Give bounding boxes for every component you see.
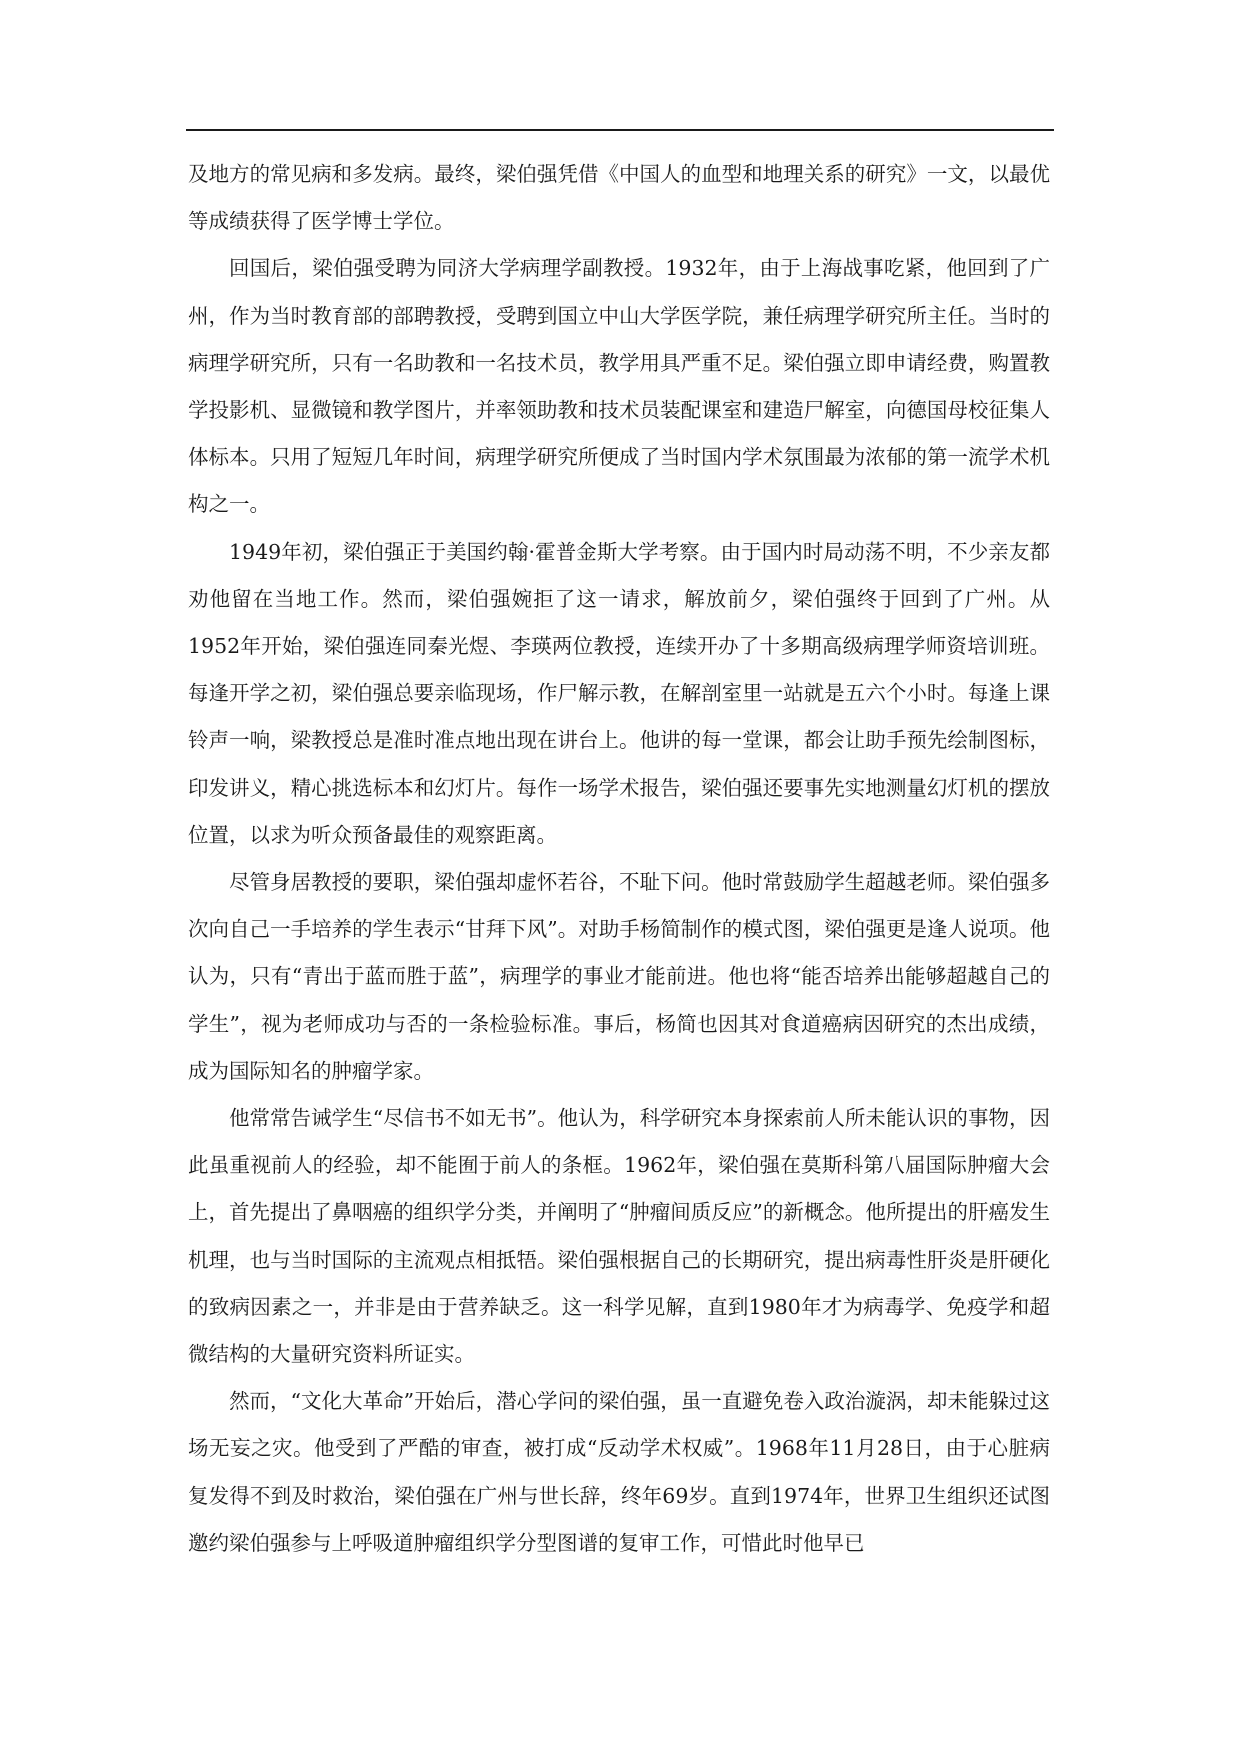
- paragraph-humility: 尽管身居教授的要职，梁伯强却虚怀若谷，不耻下问。他时常鼓励学生超越老师。梁伯强多次向自己一手培养的学生表示“甘拜下风”。对助手杨简制作的模式图，梁伯强更是逢人说项。他认为，只有“青出于蓝而胜于蓝”，病理学的事业才能前进。他也将“能否培养出能够超越自己的学生”，视为老师成功与否的一条检验标准。事后，杨简也因其对食道癌病因研究的杰出成绩，成为国际知名的肿瘤学家。: [188, 870, 1050, 1083]
- paragraph-return-to-china: 回国后，梁伯强受聘为同济大学病理学副教授。1932年，由于上海战事吃紧，他回到了广州，作为当时教育部的部聘教授，受聘到国立中山大学医学院，兼任病理学研究所主任。当时的病理学研究所，只有一名助教和一名技术员，教学用具严重不足。梁伯强立即申请经费，购置教学投影机、显微镜和教学图片，并率领助教和技术员装配课室和建造尸解室，向德国母校征集人体标本。只用了短短几年时间，病理学研究所便成了当时国内学术氛围最为浓郁的第一流学术机构之一。: [188, 256, 1050, 517]
- paragraph-continued: 及地方的常见病和多发病。最终，梁伯强凭借《中国人的血型和地理关系的研究》一文，以最优等成绩获得了医学博士学位。: [188, 162, 1050, 234]
- paragraph-1949: 1949年初，梁伯强正于美国约翰·霍普金斯大学考察。由于国内时局动荡不明，不少亲友都劝他留在当地工作。然而，梁伯强婉拒了这一请求，解放前夕，梁伯强终于回到了广州。从1952年开始，梁伯强连同秦光煜、李瑛两位教授，连续开办了十多期高级病理学师资培训班。每逢开学之初，梁伯强总要亲临现场，作尸解示教，在解剖室里一站就是五六个小时。每逢上课铃声一响，梁教授总是准时准点地出现在讲台上。他讲的每一堂课，都会让助手预先绘制图标，印发讲义，精心挑选标本和幻灯片。每作一场学术报告，梁伯强还要事先实地测量幻灯机的摆放位置，以求为听众预备最佳的观察距离。: [188, 539, 1050, 847]
- header-rule: [186, 129, 1054, 131]
- paragraph-research: 他常常告诫学生“尽信书不如无书”。他认为，科学研究本身探索前人所未能认识的事物，因此虽重视前人的经验，却不能囿于前人的条框。1962年，梁伯强在莫斯科第八届国际肿瘤大会上，首先提出了鼻咽癌的组织学分类，并阐明了“肿瘤间质反应”的新概念。他所提出的肝癌发生机理，也与当时国际的主流观点相抵牾。梁伯强根据自己的长期研究，提出病毒性肝炎是肝硬化的致病因素之一，并非是由于营养缺乏。这一科学见解，直到1980年才为病毒学、免疫学和超微结构的大量研究资料所证实。: [188, 1106, 1050, 1367]
- paragraph-cultural-revolution: 然而，“文化大革命”开始后，潜心学问的梁伯强，虽一直避免卷入政治漩涡，却未能躲过这场无妄之灾。他受到了严酷的审查，被打成“反动学术权威”。1968年11月28日，由于心脏病复发得不到及时救治，梁伯强在广州与世长辞，终年69岁。直到1974年，世界卫生组织还试图邀约梁伯强参与上呼吸道肿瘤组织学分型图谱的复审工作，可惜此时他早已: [188, 1389, 1050, 1555]
- body-text: [188, 151, 1050, 1567]
